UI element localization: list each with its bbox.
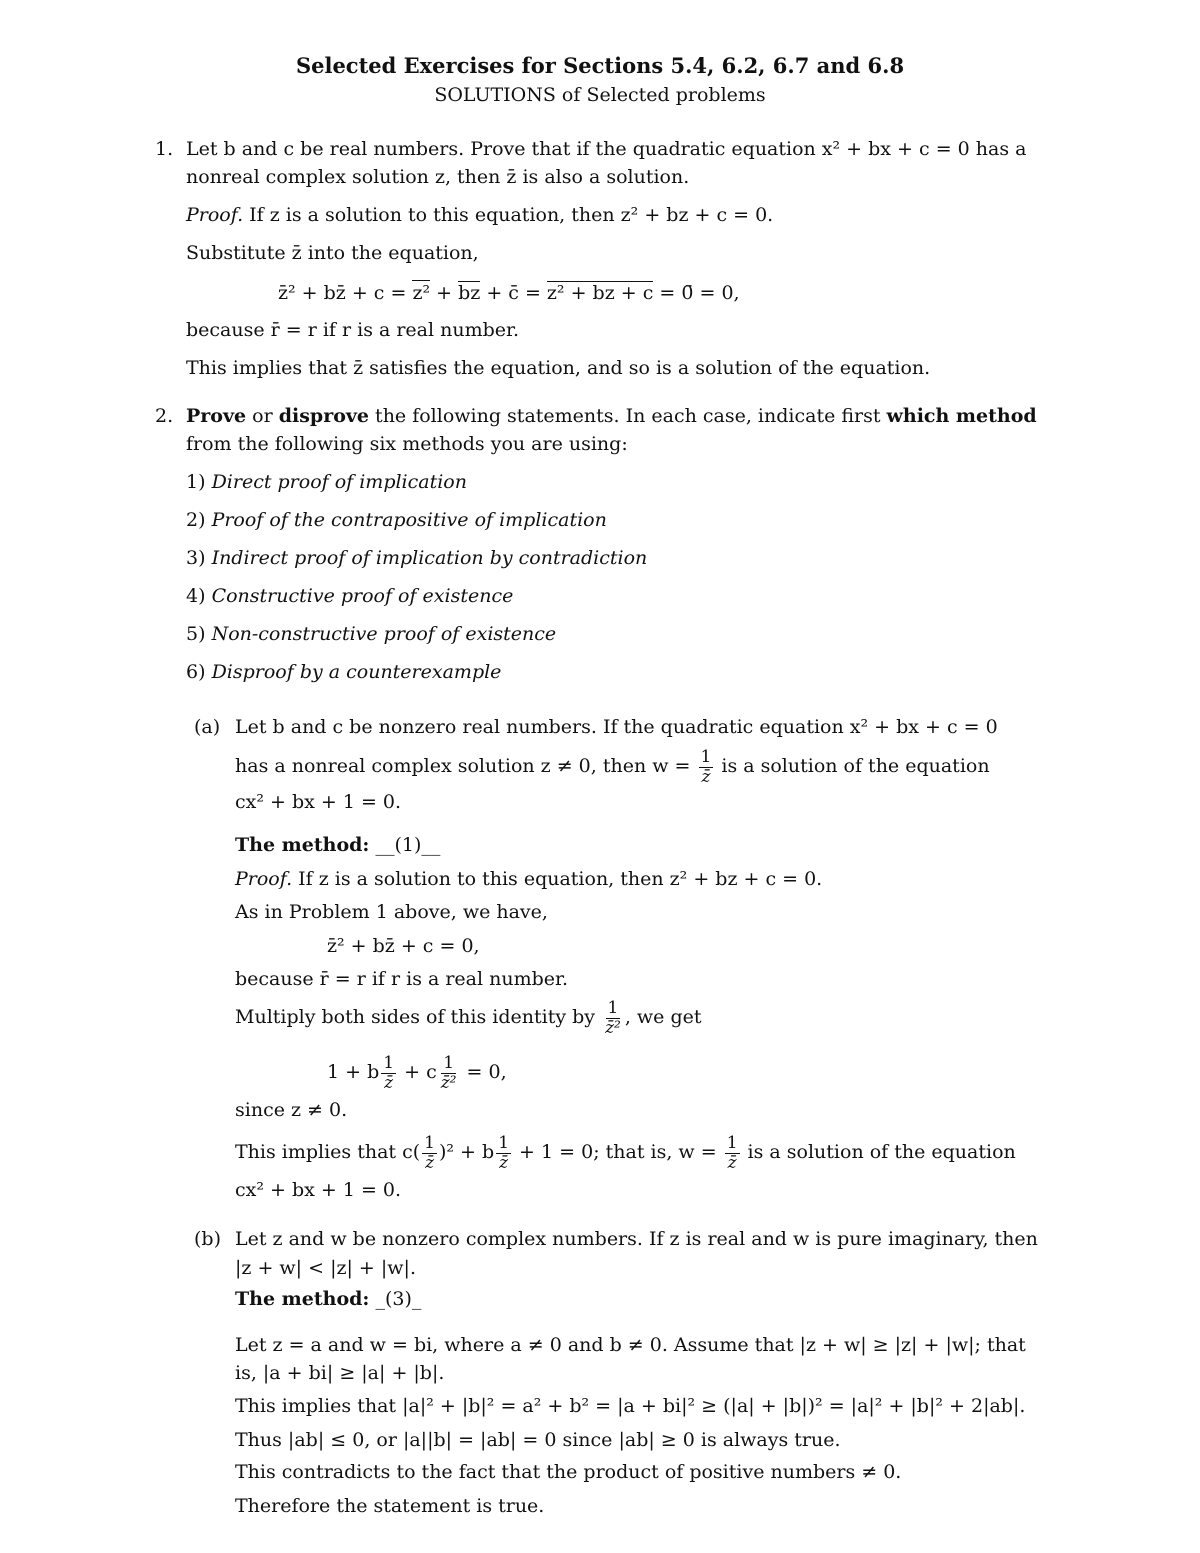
numerator: 1 (383, 1052, 395, 1073)
part-a-proof (235, 867, 822, 891)
text: 1 + b (327, 1061, 380, 1083)
fraction-1-over-zbar (381, 1054, 396, 1093)
problem-1-line-1: Let b and c be real numbers. Prove that if the quadratic equation x² + bx + c = 0 has a (186, 138, 1027, 160)
part-b-line-1: Let z and w be nonzero complex numbers. If z is real and w is pure imaginary, then (235, 1228, 1038, 1250)
problem-1-conclusion: This implies that z̄ satisfies the equation, and so is a solution of the equation. (186, 357, 931, 379)
eq-part: + (430, 282, 459, 304)
denominator: z̄ (384, 1072, 394, 1093)
part-b-label: (b) (194, 1228, 221, 1250)
text: or (246, 405, 279, 427)
eq-conj-bz: bz (458, 282, 481, 304)
method-text: Direct proof of implication (211, 471, 467, 493)
fraction-1-over-zbar2 (439, 1054, 459, 1093)
denominator: z̄² (440, 1072, 457, 1093)
part-a-implies (235, 1130, 1016, 1174)
part-b-sentence-5: This contradicts to the fact that the product of positive numbers ≠ 0. (235, 1461, 902, 1483)
numerator: 1 (607, 997, 619, 1018)
problem-1-number: 1. (155, 138, 174, 160)
problem-2-number: 2. (155, 405, 174, 427)
fraction-1-over-zbar (422, 1134, 437, 1173)
text: is a solution of the equation (715, 755, 990, 777)
page-title: Selected Exercises for Sections 5.4, 6.2, 6.7 and 6.8 (295, 53, 905, 78)
problem-1-proof (186, 203, 773, 227)
method-item (186, 584, 513, 608)
bold-disprove: disprove (278, 405, 370, 427)
proof-text: If z is a solution to this equation, then z² + bz + c = 0. (292, 868, 823, 890)
part-a-since: since z ≠ 0. (235, 1099, 348, 1121)
part-b-sentence-3: This implies that |a|² + |b|² = a² + b² = |a + bi|² ≥ (|a| + |b|)² = |a|² + |b|² + 2|ab|. (235, 1395, 1026, 1417)
part-a-line-3: cx² + bx + 1 = 0. (235, 791, 402, 813)
method-text: Indirect proof of implication by contradiction (211, 547, 648, 569)
eq-part: = 0̄ = 0, (653, 282, 740, 304)
text: Multiply both sides of this identity by (235, 1006, 602, 1028)
numerator: 1 (700, 746, 712, 767)
method-text: Disproof by a counterexample (211, 661, 502, 683)
numerator: 1 (498, 1132, 510, 1153)
text: = 0, (460, 1061, 507, 1083)
method-value: __(1)__ (375, 834, 441, 856)
method-value: _(3)_ (375, 1288, 422, 1310)
proof-text: If z is a solution to this equation, then z² + bz + c = 0. (243, 204, 774, 226)
problem-2-line-2: from the following six methods you are using: (186, 433, 628, 455)
part-b-sentence-2: is, |a + bi| ≥ |a| + |b|. (235, 1362, 445, 1384)
method-text: Constructive proof of existence (211, 585, 514, 607)
method-label: The method: (235, 834, 370, 856)
method-text: Non-constructive proof of existence (211, 623, 557, 645)
method-number: 2) (186, 509, 206, 531)
text: , we get (624, 1006, 702, 1028)
numerator: 1 (443, 1052, 455, 1073)
text: is a solution of the equation (741, 1141, 1016, 1163)
problem-1-equation (278, 280, 740, 305)
part-b-sentence-1: Let z = a and w = bi, where a ≠ 0 and b ≠ 0. Assume that |z + w| ≥ |z| + |w|; that (235, 1334, 1026, 1356)
denominator: z̄ (499, 1152, 509, 1173)
part-b-sentence-6: Therefore the statement is true. (235, 1495, 545, 1517)
method-item (186, 470, 467, 494)
text: + c (398, 1061, 437, 1083)
bold-which-method: which method (886, 405, 1037, 427)
text: has a nonreal complex solution z ≠ 0, then w = (235, 755, 697, 777)
text: )² + b (438, 1141, 495, 1163)
text: This implies that c( (235, 1141, 421, 1163)
fraction-1-over-zbar (496, 1134, 511, 1173)
denominator: z̄ (425, 1152, 435, 1173)
part-b-sentence-4: Thus |ab| ≤ 0, or |a||b| = |ab| = 0 since |ab| ≥ 0 is always true. (235, 1429, 841, 1451)
method-item (186, 660, 501, 684)
method-item (186, 546, 647, 570)
part-b-method (235, 1287, 421, 1311)
eq-conj-z2: z² (412, 282, 431, 304)
method-item (186, 622, 556, 646)
fraction-1-over-zbar (725, 1134, 740, 1173)
method-item (186, 508, 607, 532)
part-a-label: (a) (194, 716, 221, 738)
eq-conj-poly: z² + bz + c (546, 282, 654, 304)
numerator: 1 (726, 1132, 738, 1153)
denominator: z̄² (605, 1017, 621, 1038)
proof-label: Proof. (186, 204, 244, 226)
part-b-line-2: |z + w| < |z| + |w|. (235, 1257, 416, 1279)
problem-1-because: because r̄ = r if r is a real number. (186, 319, 520, 341)
eq-part: + c̄ = (480, 282, 547, 304)
part-a-multiply (235, 997, 702, 1038)
part-a-last: cx² + bx + 1 = 0. (235, 1179, 402, 1201)
denominator: z̄ (701, 766, 711, 787)
method-label: The method: (235, 1288, 370, 1310)
part-a-because: because r̄ = r if r is a real number. (235, 968, 569, 990)
part-a-equation-2 (327, 1050, 507, 1094)
method-text: Proof of the contrapositive of implication (211, 509, 607, 531)
method-number: 1) (186, 471, 206, 493)
part-a-as-in: As in Problem 1 above, we have, (235, 901, 548, 923)
proof-label: Proof. (235, 868, 293, 890)
part-a-line-1: Let b and c be nonzero real numbers. If the quadratic equation x² + bx + c = 0 (235, 716, 998, 738)
page-subtitle: SOLUTIONS of Selected problems (434, 84, 766, 106)
part-a-equation-1: z̄² + bz̄ + c = 0, (327, 935, 480, 957)
problem-2-line-1 (186, 404, 1037, 428)
fraction-1-over-zbar2 (603, 999, 623, 1038)
denominator: z̄ (727, 1152, 737, 1173)
part-a-line-2 (235, 747, 990, 787)
fraction-1-over-zbar (699, 748, 714, 787)
text: the following statements. In each case, indicate first (369, 405, 887, 427)
method-number: 3) (186, 547, 206, 569)
numerator: 1 (424, 1132, 435, 1153)
problem-1-substitute: Substitute z̄ into the equation, (186, 242, 479, 264)
text: + 1 = 0; that is, w = (513, 1141, 723, 1163)
problem-1-line-2: nonreal complex solution z, then z̄ is also a solution. (186, 166, 690, 188)
part-a-method (235, 833, 440, 857)
eq-part: z̄² + bz̄ + c = (278, 282, 413, 304)
method-number: 6) (186, 661, 206, 683)
bold-prove: Prove (186, 405, 247, 427)
method-number: 4) (186, 585, 206, 607)
method-number: 5) (186, 623, 206, 645)
